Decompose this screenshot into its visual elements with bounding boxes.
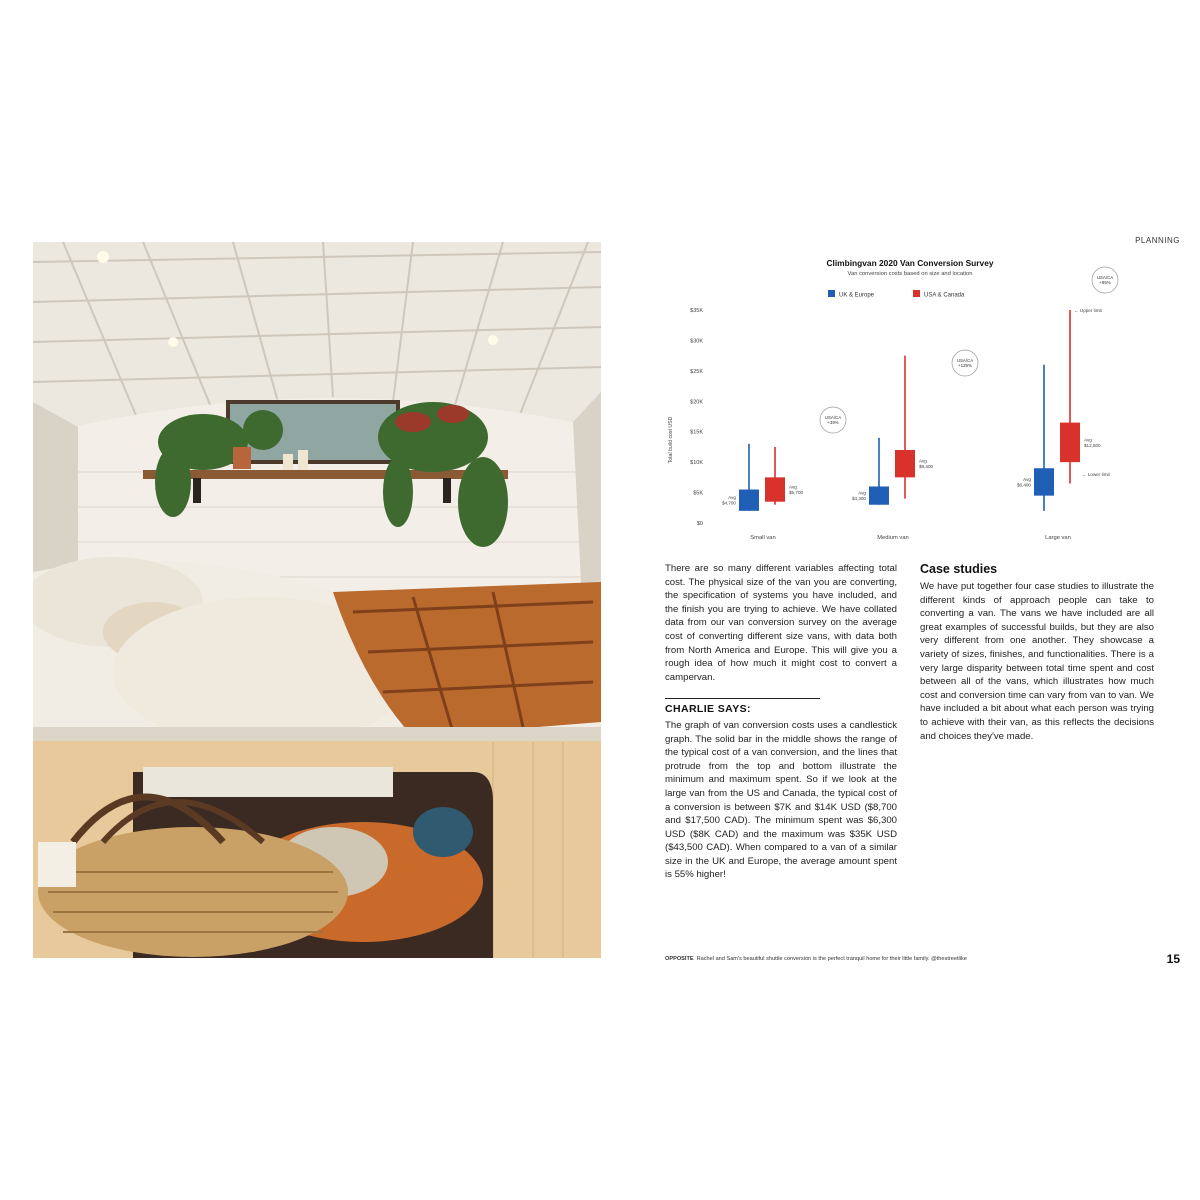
legend-swatch — [828, 290, 835, 297]
chart-y-axis-label: Total build cost USD — [668, 416, 674, 464]
candle-avg-label: Avg $5,700 — [789, 484, 804, 496]
diff-badge-label: USA/CA +95% — [1096, 275, 1114, 285]
y-tick-label: $5K — [693, 490, 703, 497]
chart-legend — [828, 290, 965, 299]
diff-badge-label: USA/CA +129% — [956, 358, 974, 368]
charlie-divider — [665, 698, 820, 699]
legend-entry: UK & Europe — [839, 292, 875, 299]
lower-limit-annotation: ← Lower limit — [1082, 472, 1110, 478]
candle-avg-label: Avg $9,400 — [919, 458, 934, 470]
van-interior-photo — [33, 242, 601, 958]
candle-body — [895, 450, 915, 477]
legend-entry: USA & Canada — [924, 292, 965, 299]
chart-title: Climbingvan 2020 Van Conversion Survey — [826, 258, 994, 268]
upper-limit-annotation: ← Upper limit — [1074, 308, 1102, 313]
intro-paragraph: There are so many different variables affecting total cost. The physical size of the van you are converting, the specification of systems you have included, and the finish you are trying to achieve. We have collated data from our van conversion survey on the average cost of converting different size vans, with data both from North America and Europe. This will give you a rough idea of how much it might cost to convert a campervan. — [665, 563, 897, 683]
photo-caption — [665, 955, 1120, 963]
section-label: PLANNING — [1135, 236, 1180, 245]
y-tick-label: $15K — [690, 429, 703, 436]
chart-candles — [722, 310, 1101, 511]
candle-avg-label: Avg $12,500 — [1084, 437, 1101, 448]
chart-x-categories — [750, 535, 1071, 541]
y-tick-label: $10K — [690, 460, 703, 467]
x-category-label: Medium van — [877, 535, 909, 541]
legend-swatch — [913, 290, 920, 297]
charlie-says-paragraph: The graph of van conversion costs uses a candlestick graph. The solid bar in the middle shows the range of the typical cost of a van conversion, and the lines that protrude from the top and bottom illustrate the minimum and maximum spent. So if we look at the large van from the US and Canada, the typical cost of a conversion is between $7K and $14K USD ($8,700 and $17,500 CAD). The minimum spent was $6,300 USD ($8K CAD) and the maximum was $35K USD ($43,500 CAD). When compared to a van of a similar size in the UK and Europe, the average amount spent is 55% higher! — [665, 719, 897, 881]
y-tick-label: $0 — [696, 521, 703, 527]
caption-text: Rachel and Sam's beautiful shuttle conversion is the perfect tranquil home for their little family. @thestreetlike — [696, 956, 967, 962]
caption-lead: OPPOSITE — [665, 956, 694, 962]
case-studies-heading: Case studies — [920, 562, 998, 576]
case-studies-paragraph: We have put together four case studies to illustrate the different kinds of approach people can take to converting a van. The vans we have included are all great examples of successful builds, but they are also very different from one another. They showcase a variety of sizes, finishes, and functionalities. There is a very large disparity between total time spent and cost between all of the vans, which illustrates how much cost and conversion time can vary from van to van. We have included a bit about what each person was trying to achieve with their van, as this reflects the decisions and choices they've made. — [920, 581, 1154, 742]
charlie-says-heading: CHARLIE SAYS: — [665, 703, 751, 716]
van-cost-chart — [665, 255, 1165, 555]
x-category-label: Large van — [1045, 535, 1071, 541]
chart-y-ticks — [690, 308, 703, 527]
candle-avg-label: Avg $4,300 — [851, 490, 866, 502]
y-tick-label: $35K — [690, 308, 703, 314]
candle-avg-label: Avg $6,400 — [1016, 476, 1031, 488]
y-tick-label: $25K — [690, 368, 703, 375]
diff-badge-label: USA/CA +39% — [824, 415, 842, 425]
x-category-label: Small van — [750, 535, 776, 541]
candle-body — [765, 477, 785, 501]
chart-subtitle: Van conversion costs based on size and location — [847, 271, 973, 277]
photo-illustration — [33, 242, 601, 958]
right-text-column — [920, 562, 1154, 743]
candle-avg-label: Avg $4,700 — [721, 495, 736, 506]
chart-svg — [665, 255, 1165, 555]
y-tick-label: $20K — [690, 399, 703, 406]
candle-body — [869, 486, 889, 504]
candle-body — [1034, 468, 1054, 495]
left-text-column — [665, 562, 897, 882]
candle-body — [739, 490, 759, 511]
y-tick-label: $30K — [690, 338, 703, 345]
candle-body — [1060, 423, 1080, 463]
page-number: 15 — [1166, 952, 1180, 966]
